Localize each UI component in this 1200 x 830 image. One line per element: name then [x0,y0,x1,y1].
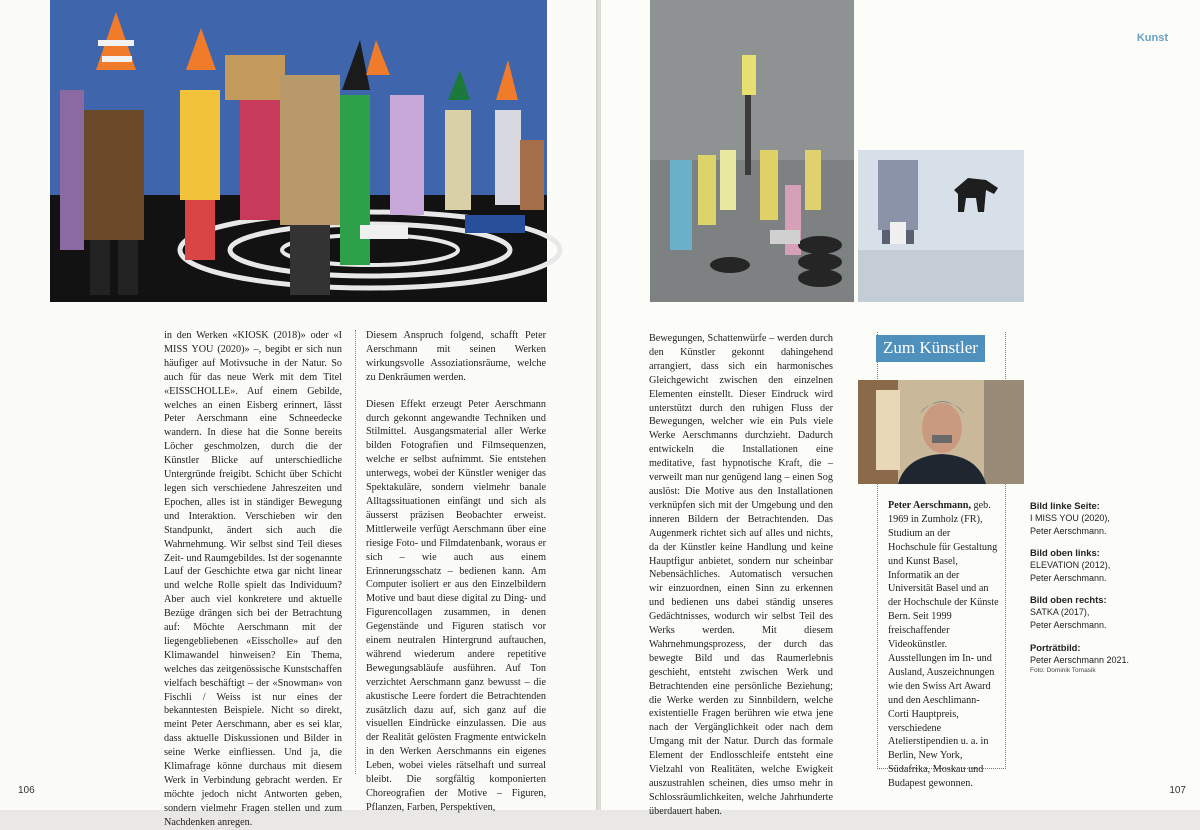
paragraph: in den Werken «KIOSK (2018)» oder «I MISS YOU (2020)» –, begibt er sich nun häufiger auf Motivsuche in der Natur. So auch für das neue Werk mit dem Titel «EISSCHOLLE». Auf einem Gebilde, welches an einen Eisberg erinnert, lässt Peter Aerschmann eine Schneedecke wandern. In diese hat die Sonne bereits Löcher geschmolzen, durch die der Künstler Blicke auf unterschiedliche Untergründe freigibt. Schicht über Schicht legen sich verschiedene Jahreszeiten und Epochen, alles ist in ständiger Bewegung und Interaktion. Verschieben wir den Standpunkt, ändert sich auch die Wahrnehmung. Wir selbst sind Teil dieses Zeit- und Raumgebildes. Ist der sogenannte Lauf der Geschichte etwa gar nicht linear und welche Rolle spielt das Individuum? Aber auch viel konkretere und aktuelle Bezüge drängen sich bei der Betrachtung auf: Möchte Aerschmann mit der liegengebliebenen «Eisscholle» auf den Klimawandel hinweisen? Ein Thema, welches das zeitgenössische Kunstschaffen vielfach beschäftigt – der «Snowman» von Fischli / Weiss ist nur eines der bekanntesten Beispiele. Nicht so direkt, meint Peter Aerschmann, aber es sei klar, dass aktuelle Diskussionen und Bilder in seine Werke einfliessen. Und ja, die Klimafrage könne durchaus mit diesem Werk in Verbindung gebracht werden. Er möchte jedoch nicht Antworten geben, sondern vielmehr Fragen stellen und zum Nachdenken anregen. [164,330,342,828]
caption-top-left-image [1030,547,1160,584]
caption-left-image [1030,500,1160,537]
caption-heading: Porträtbild: [1030,641,1081,653]
image-captions [1030,500,1160,685]
artist-bio [888,499,1000,791]
artist-heading: Zum Künstler [876,335,985,362]
paragraph: Bewegungen, Schattenwürfe – werden durch den Künstler gekonnt dahingehend arrangiert, dass sich ein harmonisches Gleichgewicht zwischen den einzelnen Elementen einstellt. Dieser Eindruck wird unterstützt durch den ruhigen Fluss der Bewegungen, welcher wie ein Puls viele Werke Aerschmanns durchzieht. Dadurch entwickeln die Installationen eine meditative, fast hypnotische Kraft, die – verweilt man nur genügend lang – einen Sog auslöst: Die Motive aus den Installationen verknüpfen sich mit der Umgebung und den inneren Bildern der Betrachtenden. Das Augenmerk richtet sich auf alles und nichts, da der Künstler keine Handlung und keine Hauptfigur anbietet, sondern nur scheinbar Nebensächliches. Automatisch versuchen wir einzuordnen, einen Sinn zu erkennen und bedienen uns dabei ständig unseres Gedächtnisses, wodurch wir selbst Teil des Werks werden. Mit diesem Wahrnehmungsprozess, der durch das bewegte Bild und das Raumerlebnis geschieht, entsteht zwischen Werk und Betrachtenden eine persönliche Beziehung; die Werke werden zu Sinnbildern, welche existentielle Fragen berühren wie etwa jene nach der Vergänglichkeit oder nach dem Umgang mit der Natur. Durch das formale Element der Endlosschleife entsteht eine Vielzahl von Realitäten, welche Ewigkeit auszustrahlen scheinen, dies umso mehr in Schlossräumlichkeiten, welche Jahrhunderte überdauert haben. [649,333,833,817]
caption-line: Peter Aerschmann. [1030,572,1107,583]
artist-bio-text: geb. 1969 in Zumholz (FR), Studium an der Hochschule für Gestaltung und Kunst Basel, Informatik an der Universität Basel und an der Hochschule der Künste Bern. Seit 1999 freischaffender Videokünstler. Ausstellungen im In- und Ausland, Auszeichnungen wie den Swiss Art Award und den Aeschlimann-Corti Hauptpreis, verschiedene Atelierstipendien u. a. in Berlin, New York, Südafrika, Moskau und Budapest gewonnen. [888,500,999,790]
caption-line: Peter Aerschmann. [1030,525,1107,536]
caption-heading: Bild linke Seite: [1030,500,1100,511]
photo-i-miss-you [50,0,547,302]
photo-elevation [650,0,854,302]
column-divider [355,330,356,774]
artist-name: Peter Aerschmann, [888,500,971,511]
caption-heading: Bild oben rechts: [1030,594,1107,606]
photo-credit: Foto: Dominik Tomasik [1030,667,1096,675]
page-number-left: 106 [18,785,35,796]
caption-top-right-image [1030,594,1160,631]
caption-line: Peter Aerschmann 2021. [1030,654,1130,665]
paragraph: Diesen Effekt erzeugt Peter Aerschmann durch gekonnt angewandte Techniken und Stilmittel. Ausgangsmaterial aller Werke bilden Fotografien und Filmsequenzen, welche er selbst aufnimmt. Sie entstehen unterwegs, wobei der Künstler weniger das Spektakuläre, sondern vielmehr banale Alltagssituationen einfängt und sich als äusserst präzisen Beobachter erweist. Mittlerweile verfügt Aerschmann über eine riesige Foto- und Filmdatenbank, woraus er sich – wie auch aus einem Erinnerungsschatz – bedienen kann. Am Computer isoliert er aus den Einzelbildern Motive und baut diese digital zu Ding- und Figurencollagen zusammen, in denen Gegenstände und Figuren statisch vor einem neutralen Hintergrund auftauchen, während wiederum andere repetitive Bewegungsabläufe ausführen. Auf Ton verzichtet Aerschmann ganz bewusst – die akustische Leere fordert die Betrachtenden zusätzlich dazu auf, sich ganz auf die visuellen Eindrücke einzulassen. Die aus der Realität gelösten Fragmente entwickeln in den Werken Aerschmanns ein eigenes Leben, wobei vieles rätselhaft und surreal bleibt. Die sorgfältig komponierten Choreografien der Motive – Figuren, Pflanzen, Farben, Perspektiven, [366,398,546,813]
photo-satka [858,150,1024,302]
left-page [0,0,597,828]
right-column-1 [649,332,833,819]
right-page [601,0,1200,817]
caption-line: SATKA (2017), [1030,607,1090,618]
left-column-2 [366,329,546,815]
caption-heading: Bild oben links: [1030,547,1100,559]
caption-line: ELEVATION (2012), [1030,560,1111,571]
caption-line: Peter Aerschmann. [1030,619,1107,630]
artist-portrait [858,380,1024,484]
caption-line: I MISS YOU (2020), [1030,513,1110,523]
section-tag: Kunst [1136,32,1168,44]
left-column-1 [164,329,342,830]
page-number-right: 107 [1169,785,1186,796]
caption-portrait [1030,642,1160,676]
paragraph: Diesem Anspruch folgend, schafft Peter Aerschmann mit seinen Werken wirkungsvolle Assoziationsräume, welche zu Denkräumen werden. [366,330,546,383]
